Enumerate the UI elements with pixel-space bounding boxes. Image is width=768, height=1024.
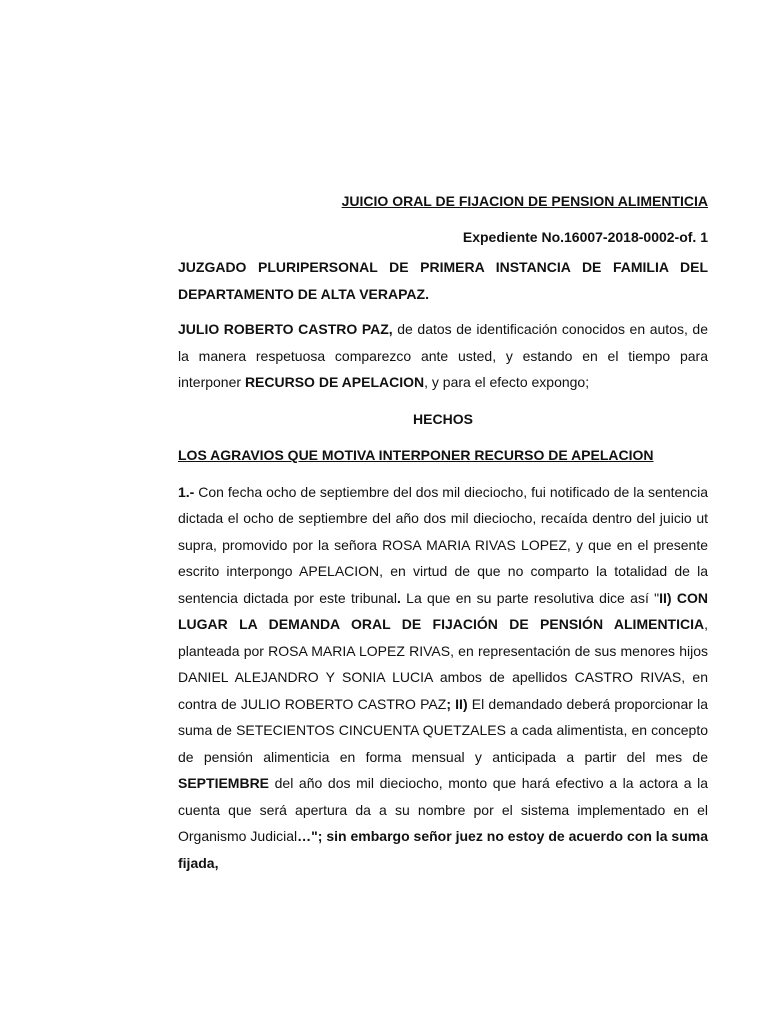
point-1-paragraph: [178, 479, 708, 877]
point-1-roman-2: II): [450, 695, 468, 712]
document-page: [178, 188, 708, 886]
intro-text-2: , y para el efecto expongo;: [424, 374, 590, 390]
appellant-name: JULIO ROBERTO CASTRO PAZ,: [178, 321, 393, 337]
hechos-heading: HECHOS: [413, 410, 473, 427]
point-1-text-2: La que en su parte resolutiva dice así ": [400, 589, 660, 606]
recurso-label: RECURSO DE APELACION: [244, 374, 425, 390]
court-heading: [178, 254, 708, 307]
point-1-text-4: El demandado deberá proporcionar la suma de SETECIENTOS CINCUENTA QUETZALES a cada alimentista, en concepto de pensión alimenticia en forma mensual y anticipada a partir del mes de: [178, 695, 708, 765]
point-1-number: 1.-: [178, 483, 195, 500]
point-1-quote-bold: II) CON LUGAR LA DEMANDA ORAL DE FIJACIÓN DE PENSIÓN ALIMENTICIA: [178, 589, 708, 632]
point-1-ellipsis: …";: [297, 828, 323, 844]
point-1-text-1: Con fecha ocho de septiembre del dos mil dieciocho, fui notificado de la sentencia dictada el ocho de septiembre del año dos mil dieciocho, recaída dentro del juicio ut supra, promovido por la señora ROSA MARIA RIVAS LOPEZ, y que en el presente escrito interpongo APELACION, en virtud de que no comparto la totalidad de la sentencia dictada por este tribunal: [178, 483, 708, 606]
point-1-period: .: [396, 589, 401, 606]
agravios-heading: LOS AGRAVIOS QUE MOTIVA INTERPONER RECURSO DE APELACION: [178, 447, 654, 463]
point-1-final-bold: sin embargo señor juez no estoy de acuerdo con la suma fijada,: [178, 828, 708, 871]
intro-text-1: de datos de identificación conocidos en autos, de la manera respetuosa comparezco ante usted, y estando en el tiempo para interponer: [178, 321, 708, 390]
point-1-month: SEPTIEMBRE: [178, 775, 270, 791]
court-line-1: JUZGADO PLURIPERSONAL DE PRIMERA INSTANCIA DE FAMILIA DEL: [178, 259, 708, 275]
point-1-text-5: del año dos mil dieciocho, monto que hará efectivo a la actora a la cuenta que será apertura da a su nombre por el sistema implementado en el Organismo Judicial: [178, 775, 708, 844]
expediente-number: Expediente No.16007-2018-0002-of. 1: [462, 228, 708, 245]
court-line-2: DEPARTAMENTO DE ALTA VERAPAZ.: [178, 285, 429, 302]
point-1-semicolon: ;: [446, 695, 451, 712]
intro-paragraph: [178, 316, 708, 396]
point-1-text-3: , planteada por ROSA MARIA LOPEZ RIVAS, en representación de sus menores hijos DANIEL ALEJANDRO Y SONIA LUCIA ambos de apellidos CASTRO RIVAS, en contra de JULIO ROBERTO CASTRO PAZ: [178, 616, 708, 712]
document-title: JUICIO ORAL DE FIJACION DE PENSION ALIMENTICIA: [341, 193, 708, 209]
